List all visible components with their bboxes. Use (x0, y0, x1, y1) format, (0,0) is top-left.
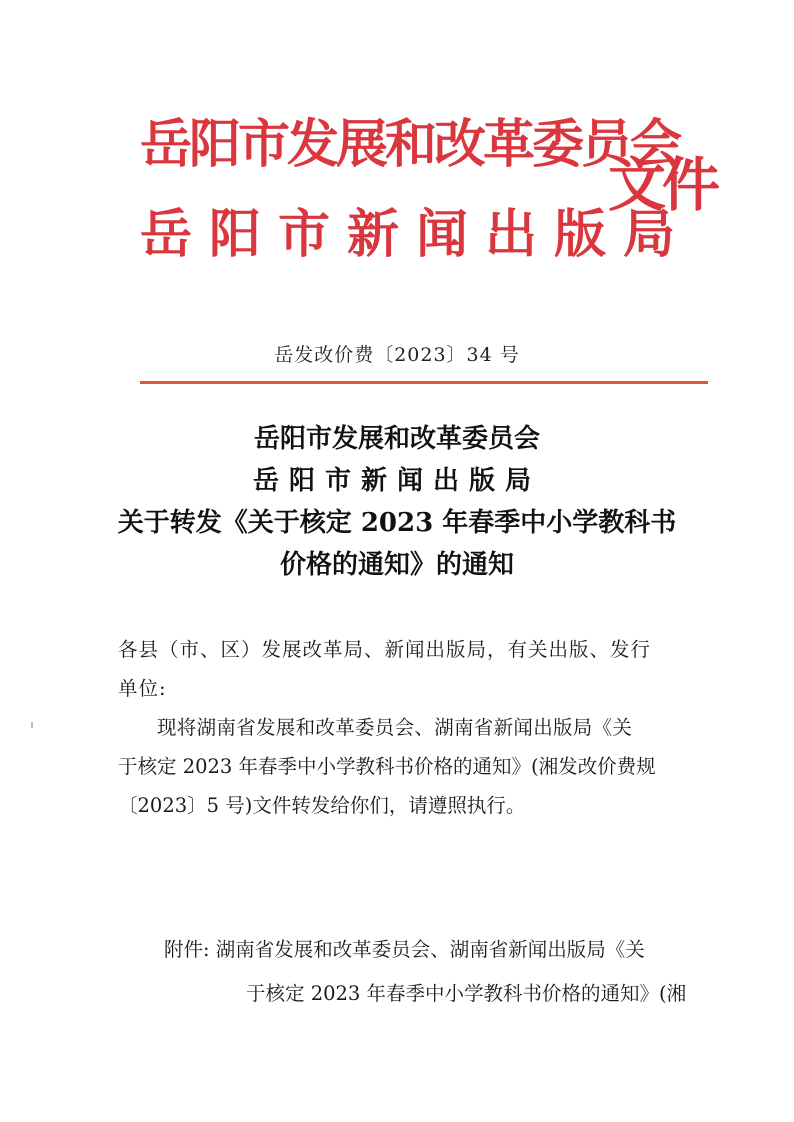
title-line-1: 岳阳市发展和改革委员会 (253, 424, 540, 454)
header-issuer-1: 岳阳市发展和改革委员会 (140, 114, 680, 175)
red-divider (140, 381, 708, 384)
red-header (140, 96, 720, 276)
body-paragraph-line-2: 于核定 2023 年春季中小学教科书价格的通知》(湘发改价费规 (118, 755, 656, 778)
addressee-line-1: 各县（市、区）发展改革局、新闻出版局，有关出版、发行 (118, 638, 652, 661)
title-line-2: 岳阳市新闻出版局 (252, 466, 541, 496)
body-paragraph-line-1: 现将湖南省发展和改革委员会、湖南省新闻出版局《关 (157, 716, 633, 739)
document-title (0, 418, 794, 586)
document-number: 岳发改价费〔2023〕34 号 (274, 344, 520, 366)
document-body (118, 630, 688, 825)
header-document-label: 文件 (608, 151, 717, 219)
scan-mark (31, 722, 33, 728)
body-paragraph-line-3: 〔2023〕5 号)文件转发给你们，请遵照执行。 (118, 794, 526, 817)
attachment-line-1: 附件: 湖南省发展和改革委员会、湖南省新闻出版局《关 (164, 938, 645, 961)
addressee-line-2: 单位: (118, 677, 167, 700)
header-issuer-2: 岳阳市新闻出版局 (140, 204, 693, 265)
attachment-note (164, 928, 694, 1016)
title-line-4: 价格的通知》的通知 (279, 550, 514, 580)
title-line-3: 关于转发《关于核定 2023 年春季中小学教科书 (117, 508, 677, 538)
attachment-line-2: 于核定 2023 年春季中小学教科书价格的通知》(湘 (246, 982, 687, 1005)
